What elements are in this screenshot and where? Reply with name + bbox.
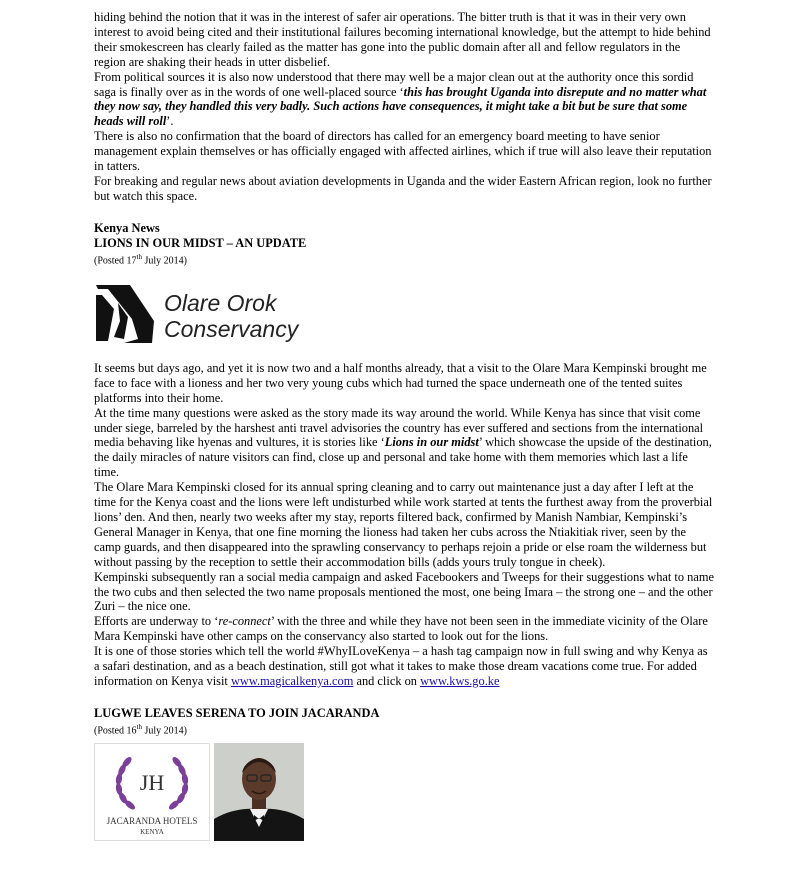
paragraph: Efforts are underway to ‘re-connect’ with the three and while they have not been seen in the immediate vicinity of the Olare Mara Kempinski have other camps on the conservancy also started to look out for the lions. <box>94 614 708 644</box>
document-page <box>94 10 714 841</box>
svg-text:JH: JH <box>139 770 165 796</box>
paragraph: For breaking and regular news about aviation developments in Uganda and the wider Eastern African region, look no further but watch this space. <box>94 173 712 203</box>
paragraph: The Olare Mara Kempinski closed for its annual spring cleaning and to carry out maintenance just a day after I left at the time for the Kenya coast and the lions were left undisturbed while work started at tents the furthest away from the proverbial lions’ den. And then, nearly two weeks after my stay, reports filtered back, confirmed by Manish Nambiar, Kempinski’s General Manager in Kenya, that one fine morning the lioness had taken her cubs across the Ntiakitiak river, seen by the camp guards, and then disappeared into the sprawling conservancy to perhaps rejoin a pride or else roam the wilderness but without passing by the reception to settle their accommodation bills (adds yours truly tongue in cheek). <box>94 480 713 569</box>
olare-orok-conservancy-logo <box>94 281 299 347</box>
posted-date: (Posted 17th July 2014) <box>94 252 187 266</box>
quote: this has brought Uganda into disrepute and no matter what they now say, they handled this very badly. Such actions have consequences, it might take a bit but be sure that some heads will roll <box>94 84 707 129</box>
article-images <box>94 743 714 841</box>
posted-date: (Posted 16th July 2014) <box>94 722 187 737</box>
paragraph: Kempinski subsequently ran a social media campaign and asked Facebookers and Tweeps for their suggestions what to name the two cubs and then selected the two name proposals mentioned the most, one being Imara – the strong one – and the other Zuri – the nice one. <box>94 569 714 614</box>
paragraph: It seems but days ago, and yet it is now two and a half months already, that a visit to the Olare Mara Kempinski brought me face to face with a lioness and her two very young cubs which had turned the space underneath one of the tented suites platforms into their home. <box>94 360 707 405</box>
magicalkenya-link[interactable]: www.magicalkenya.com <box>230 673 354 688</box>
paragraph: There is also no confirmation that the board of directors has called for an emergency board meeting to have senior management explain themselves or has officially engaged with affected airlines, which if true will also leave their reputation in tatters. <box>94 129 712 174</box>
svg-text:Olare Orok: Olare Orok <box>164 289 277 316</box>
article-title: LUGWE LEAVES SERENA TO JOIN JACARANDA <box>94 705 380 720</box>
svg-text:JACARANDA HOTELS: JACARANDA HOTELS <box>106 816 198 827</box>
section-category: Kenya News <box>94 220 160 235</box>
article-title: LIONS IN OUR MIDST – AN UPDATE <box>94 235 307 250</box>
svg-text:KENYA: KENYA <box>140 828 164 837</box>
kws-link[interactable]: www.kws.go.ke <box>420 673 500 688</box>
svg-text:Conservancy: Conservancy <box>164 315 299 342</box>
paragraph: hiding behind the notion that it was in the interest of safer air operations. The bitter truth is that it was in their very own interest to avoid being cited and their institutional failures becoming international knowledge, but the attempt to hide behind their smokescreen has clearly failed as the matter has gone into the public domain after all and fellow regulators in the region are shaking their heads in utter disbelief. <box>94 10 711 69</box>
paragraph: From political sources it is also now understood that there may well be a major clean out at the authority once this sordid saga is finally over as in the words of one well-placed source ‘this has brought Uganda into disrepute and no matter what they now say, they handled this very badly. Such actions have consequences, it might take a bit but be sure that some heads will roll’. <box>94 69 707 129</box>
jacaranda-hotels-logo <box>94 743 210 841</box>
portrait-photo <box>214 743 304 841</box>
paragraph: At the time many questions were asked as the story made its way around the world. While Kenya has since that visit come under siege, barreled by the harshest anti travel advisories the country has ever suffered and sections from the international media behaving like hyenas and vultures, it is stories like ‘Lions in our midst’ which showcase the upside of the destination, the daily miracles of nature visitors can find, close up and personal and take home with them memories which last a life time. <box>94 405 712 480</box>
paragraph: It is one of those stories which tell the world #WhyILoveKenya – a hash tag campaign now in full swing and why Kenya as a safari destination, and as a beach destination, still got what it takes to make those dream vacations come true. For added information on Kenya visit www.magicalkenya.com and click on www.kws.go.ke <box>94 644 708 688</box>
